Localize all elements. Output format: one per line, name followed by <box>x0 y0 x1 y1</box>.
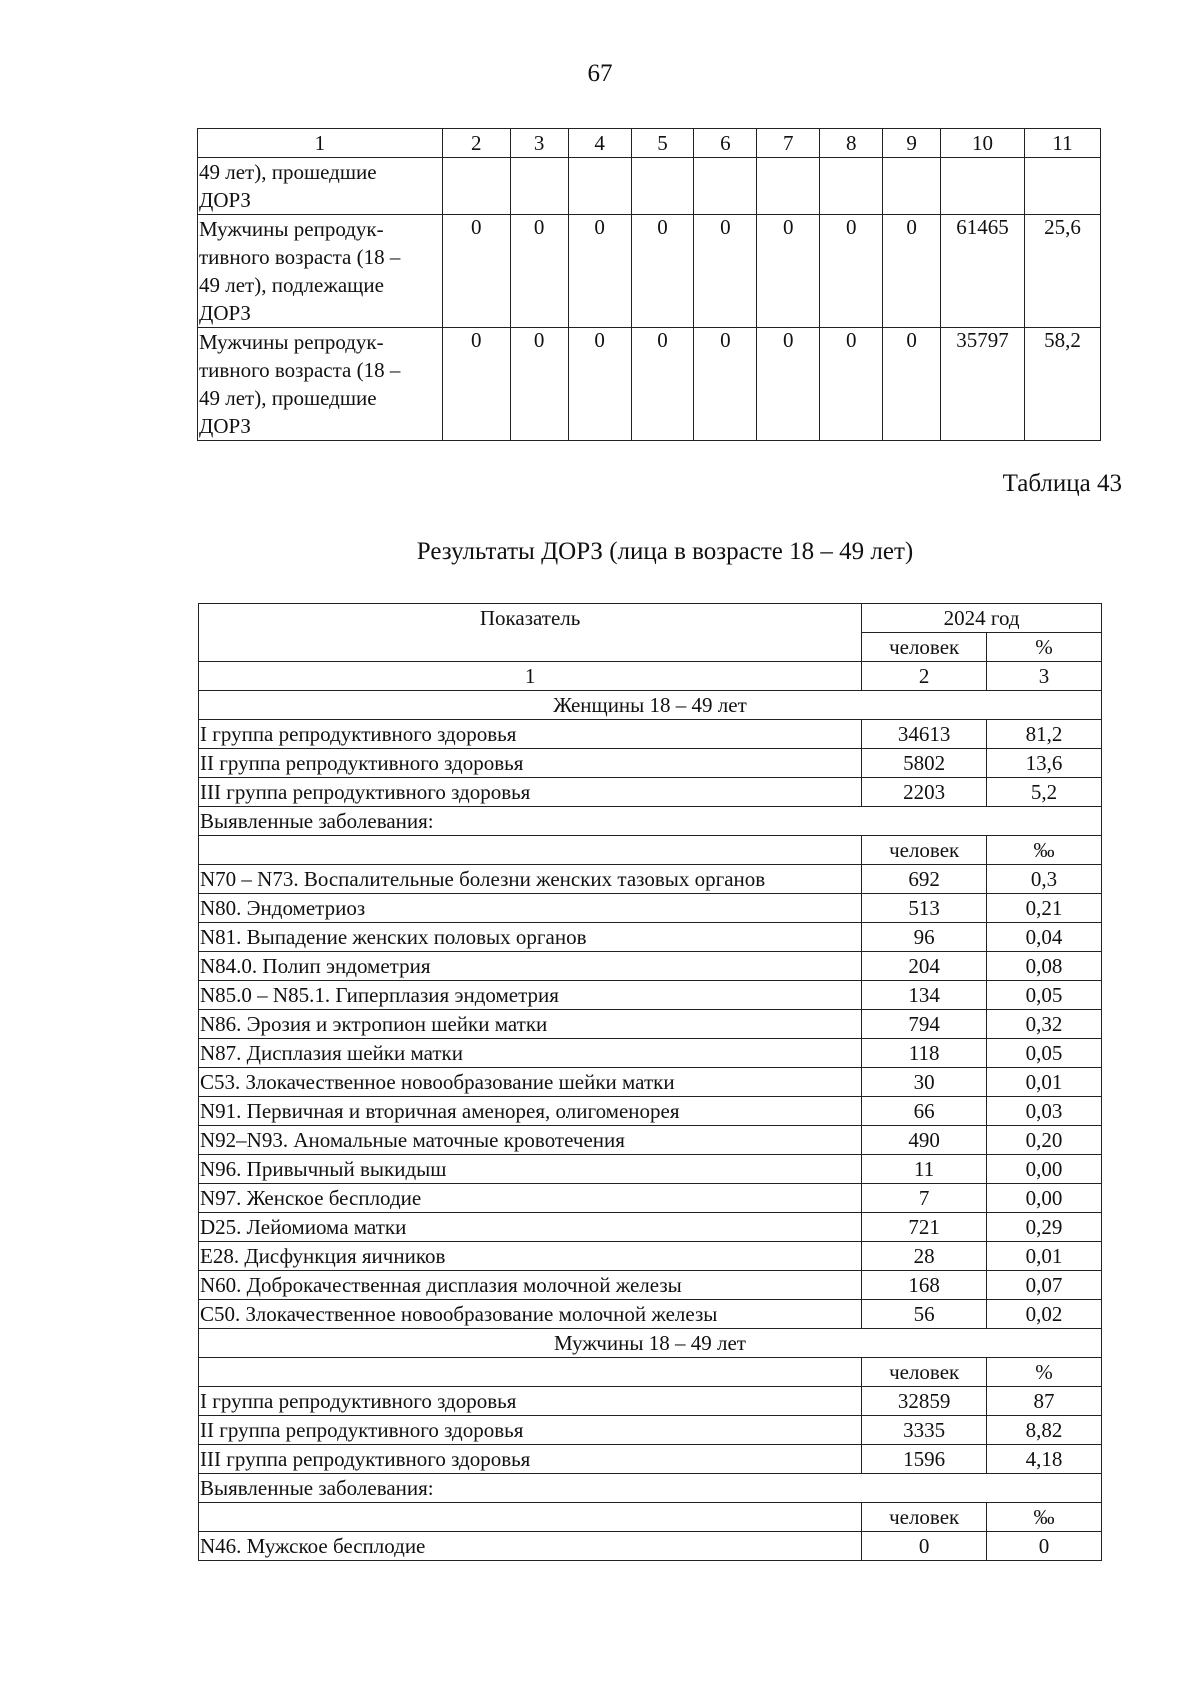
row-label: N84.0. Полип эндометрия <box>199 952 862 981</box>
row-label: III группа репродуктивного здоровья <box>199 1445 862 1474</box>
header-row <box>199 604 1102 633</box>
page-number: 67 <box>587 60 613 87</box>
row-label: N81. Выпадение женских половых органов <box>199 923 862 952</box>
value-cell: 87 <box>987 1387 1102 1416</box>
header-people: человек <box>862 633 987 662</box>
header-cell: 7 <box>757 129 820 158</box>
value-cell: 0,08 <box>987 952 1102 981</box>
row-label-line: 49 лет), прошедшие <box>199 386 377 410</box>
table-row <box>199 1242 1102 1271</box>
row-label: II группа репродуктивного здоровья <box>199 749 862 778</box>
table-row <box>198 328 1101 441</box>
header-cell: 2 <box>442 129 510 158</box>
row-label <box>198 215 443 328</box>
subheader-people: человек <box>862 1358 987 1387</box>
table-row <box>199 865 1102 894</box>
section-title: Мужчины 18 – 49 лет <box>199 1329 1102 1358</box>
people-cell: 34613 <box>862 720 987 749</box>
subheader-unit: % <box>987 1358 1102 1387</box>
continued-table <box>197 128 1101 441</box>
value-cell: 13,6 <box>987 749 1102 778</box>
table-cell: 61465 <box>941 215 1025 328</box>
subheader-blank <box>199 836 862 865</box>
people-cell: 692 <box>862 865 987 894</box>
value-cell: 0,02 <box>987 1300 1102 1329</box>
table-row <box>199 749 1102 778</box>
table-row <box>199 1271 1102 1300</box>
value-cell: 0 <box>987 1532 1102 1561</box>
people-cell: 0 <box>862 1532 987 1561</box>
diseases-label-row <box>199 807 1102 836</box>
table-row <box>198 158 1101 215</box>
row-label-line: Мужчины репродук- <box>199 330 384 354</box>
row-label: N80. Эндометриоз <box>199 894 862 923</box>
table-cell: 0 <box>510 328 568 441</box>
row-label: I группа репродуктивного здоровья <box>199 1387 862 1416</box>
table-cell <box>820 158 883 215</box>
value-cell: 0,01 <box>987 1242 1102 1271</box>
subheader-row <box>199 1358 1102 1387</box>
value-cell: 0,21 <box>987 894 1102 923</box>
row-label: N97. Женское бесплодие <box>199 1184 862 1213</box>
table-cell: 0 <box>442 328 510 441</box>
table-cell <box>1025 158 1101 215</box>
header-year: 2024 год <box>862 604 1102 633</box>
table-cell: 0 <box>568 328 631 441</box>
people-cell: 96 <box>862 923 987 952</box>
table-row <box>199 1213 1102 1242</box>
people-cell: 28 <box>862 1242 987 1271</box>
value-cell: 81,2 <box>987 720 1102 749</box>
section-title: Женщины 18 – 49 лет <box>199 691 1102 720</box>
table-row <box>199 1010 1102 1039</box>
table-cell: 0 <box>568 215 631 328</box>
header-percent: % <box>987 633 1102 662</box>
value-cell: 0,05 <box>987 1039 1102 1068</box>
people-cell: 513 <box>862 894 987 923</box>
row-label: C50. Злокачественное новообразование молочной железы <box>199 1300 862 1329</box>
people-cell: 2203 <box>862 778 987 807</box>
table-cell <box>941 158 1025 215</box>
row-label: N91. Первичная и вторичная аменорея, олигоменорея <box>199 1097 862 1126</box>
table-cell: 0 <box>442 215 510 328</box>
value-cell: 0,07 <box>987 1271 1102 1300</box>
section-row <box>199 1329 1102 1358</box>
table-cell: 25,6 <box>1025 215 1101 328</box>
table-cell: 0 <box>883 328 941 441</box>
people-cell: 134 <box>862 981 987 1010</box>
people-cell: 66 <box>862 1097 987 1126</box>
value-cell: 0,00 <box>987 1155 1102 1184</box>
value-cell: 0,01 <box>987 1068 1102 1097</box>
header-cell: 5 <box>631 129 694 158</box>
results-table <box>198 603 1102 1561</box>
subheader-blank <box>199 1503 862 1532</box>
row-label: D25. Лейомиома матки <box>199 1213 862 1242</box>
table-cell: 0 <box>694 328 757 441</box>
row-label <box>198 158 443 215</box>
table-cell: 0 <box>694 215 757 328</box>
table-row <box>199 1532 1102 1561</box>
table-cell: 58,2 <box>1025 328 1101 441</box>
diseases-label: Выявленные заболевания: <box>199 1474 1102 1503</box>
table-row <box>199 952 1102 981</box>
table-cell: 0 <box>510 215 568 328</box>
col-number-1: 1 <box>199 662 862 691</box>
row-label-line: ДОРЗ <box>199 301 251 325</box>
value-cell: 0,03 <box>987 1097 1102 1126</box>
row-label: C53. Злокачественное новообразование шейки матки <box>199 1068 862 1097</box>
people-cell: 56 <box>862 1300 987 1329</box>
people-cell: 7 <box>862 1184 987 1213</box>
header-cell: 8 <box>820 129 883 158</box>
subheader-row <box>199 836 1102 865</box>
table-title: Результаты ДОРЗ (лица в возрасте 18 – 49 лет) <box>416 538 914 565</box>
row-label-line: ДОРЗ <box>199 414 251 438</box>
table-row <box>199 1097 1102 1126</box>
row-label: N92–N93. Аномальные маточные кровотечения <box>199 1126 862 1155</box>
subheader-blank <box>199 1358 862 1387</box>
header-row <box>198 129 1101 158</box>
row-label-line: тивного возраста (18 – <box>199 358 401 382</box>
value-cell: 8,82 <box>987 1416 1102 1445</box>
header-cell: 3 <box>510 129 568 158</box>
table-cell <box>631 158 694 215</box>
row-label-line: Мужчины репродук- <box>199 217 384 241</box>
table-row <box>199 1416 1102 1445</box>
row-label-line: 49 лет), подлежащие <box>199 273 384 297</box>
row-label-line: тивного возраста (18 – <box>199 245 401 269</box>
row-label: II группа репродуктивного здоровья <box>199 1416 862 1445</box>
section-row <box>199 691 1102 720</box>
row-label: N85.0 – N85.1. Гиперплазия эндометрия <box>199 981 862 1010</box>
people-cell: 1596 <box>862 1445 987 1474</box>
subheader-people: человек <box>862 836 987 865</box>
table-cell <box>883 158 941 215</box>
people-cell: 168 <box>862 1271 987 1300</box>
row-label: I группа репродуктивного здоровья <box>199 720 862 749</box>
people-cell: 721 <box>862 1213 987 1242</box>
value-cell: 0,20 <box>987 1126 1102 1155</box>
diseases-label: Выявленные заболевания: <box>199 807 1102 836</box>
table-cell <box>757 158 820 215</box>
col-number-2: 2 <box>862 662 987 691</box>
table-cell: 0 <box>631 215 694 328</box>
table-cell: 0 <box>631 328 694 441</box>
row-label-line: 49 лет), прошедшие <box>199 160 377 184</box>
value-cell: 0,3 <box>987 865 1102 894</box>
row-label: N46. Мужское бесплодие <box>199 1532 862 1561</box>
table-caption: Таблица 43 <box>1002 470 1122 497</box>
table-cell: 0 <box>883 215 941 328</box>
table-row <box>199 1300 1102 1329</box>
value-cell: 4,18 <box>987 1445 1102 1474</box>
table-row <box>199 1155 1102 1184</box>
people-cell: 3335 <box>862 1416 987 1445</box>
diseases-label-row <box>199 1474 1102 1503</box>
people-cell: 204 <box>862 952 987 981</box>
header-cell: 10 <box>941 129 1025 158</box>
value-cell: 0,29 <box>987 1213 1102 1242</box>
people-cell: 490 <box>862 1126 987 1155</box>
header-cell: 9 <box>883 129 941 158</box>
table-row <box>199 1126 1102 1155</box>
row-label: N70 – N73. Воспалительные болезни женских тазовых органов <box>199 865 862 894</box>
header-cell: 6 <box>694 129 757 158</box>
value-cell: 0,32 <box>987 1010 1102 1039</box>
header-cell: 4 <box>568 129 631 158</box>
table-row <box>199 923 1102 952</box>
row-label <box>198 328 443 441</box>
header-cell: 1 <box>198 129 443 158</box>
row-label: N87. Дисплазия шейки матки <box>199 1039 862 1068</box>
table-row <box>199 1068 1102 1097</box>
table-row <box>199 778 1102 807</box>
table-cell: 0 <box>757 215 820 328</box>
row-label: N60. Доброкачественная дисплазия молочной железы <box>199 1271 862 1300</box>
header-indicator: Показатель <box>199 604 862 662</box>
row-label: III группа репродуктивного здоровья <box>199 778 862 807</box>
table-cell: 35797 <box>941 328 1025 441</box>
table-cell: 0 <box>820 328 883 441</box>
table-cell <box>694 158 757 215</box>
subheader-unit: ‰ <box>987 1503 1102 1532</box>
table-row <box>198 215 1101 328</box>
table-row <box>199 981 1102 1010</box>
table-cell: 0 <box>757 328 820 441</box>
value-cell: 0,00 <box>987 1184 1102 1213</box>
row-label-line: ДОРЗ <box>199 188 251 212</box>
subheader-row <box>199 1503 1102 1532</box>
subheader-people: человек <box>862 1503 987 1532</box>
table-cell: 0 <box>820 215 883 328</box>
header-cell: 11 <box>1025 129 1101 158</box>
subheader-unit: ‰ <box>987 836 1102 865</box>
row-label: E28. Дисфункция яичников <box>199 1242 862 1271</box>
table-cell <box>510 158 568 215</box>
value-cell: 0,05 <box>987 981 1102 1010</box>
row-label: N86. Эрозия и эктропион шейки матки <box>199 1010 862 1039</box>
people-cell: 32859 <box>862 1387 987 1416</box>
table-cell <box>442 158 510 215</box>
people-cell: 11 <box>862 1155 987 1184</box>
table-row <box>199 1039 1102 1068</box>
col-number-3: 3 <box>987 662 1102 691</box>
people-cell: 30 <box>862 1068 987 1097</box>
table-row <box>199 1387 1102 1416</box>
table-row <box>199 1445 1102 1474</box>
value-cell: 0,04 <box>987 923 1102 952</box>
people-cell: 794 <box>862 1010 987 1039</box>
table-cell <box>568 158 631 215</box>
people-cell: 5802 <box>862 749 987 778</box>
table-row <box>199 1184 1102 1213</box>
column-numbers-row <box>199 662 1102 691</box>
value-cell: 5,2 <box>987 778 1102 807</box>
table-row <box>199 720 1102 749</box>
row-label: N96. Привычный выкидыш <box>199 1155 862 1184</box>
table-row <box>199 894 1102 923</box>
people-cell: 118 <box>862 1039 987 1068</box>
